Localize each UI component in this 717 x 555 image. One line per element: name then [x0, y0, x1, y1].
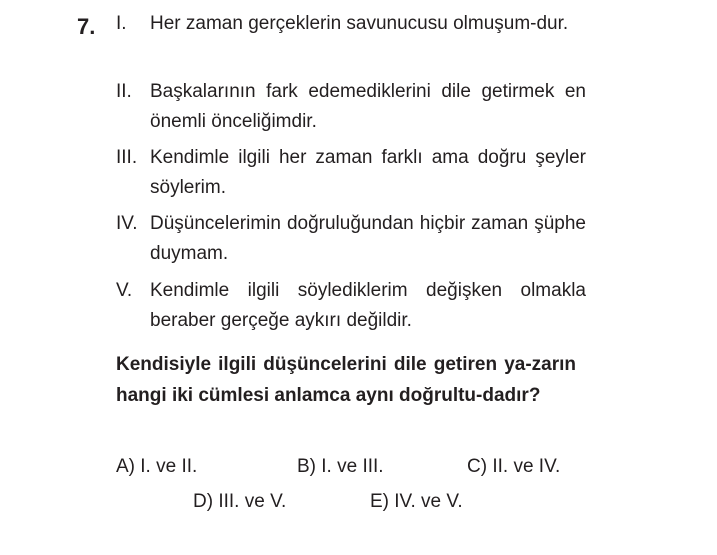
option-a[interactable]: A) I. ve II. [116, 456, 198, 477]
statement-numeral: II. [116, 81, 132, 102]
statement-text: Başkalarının fark edemediklerini dile getirmek en önemli önceliğimdir. [150, 81, 586, 132]
statement-text: Düşüncelerimin doğruluğundan hiçbir zaman şüphe duymam. [150, 213, 586, 264]
statement-numeral: IV. [116, 213, 138, 234]
option-d[interactable]: D) III. ve V. [193, 491, 287, 512]
statement-4 [116, 209, 586, 269]
option-c[interactable]: C) II. ve IV. [467, 456, 561, 477]
statement-text: Kendimle ilgili söylediklerim değişken olmakla beraber gerçeğe aykırı değildir. [150, 280, 586, 331]
statement-text: Kendimle ilgili her zaman farklı ama doğru şeyler söylerim. [150, 147, 586, 198]
statement-5 [116, 276, 586, 336]
question-number: 7. [77, 14, 96, 39]
statement-text: Her zaman gerçeklerin savunucusu olmuşum-dur. [150, 13, 569, 34]
statement-numeral: V. [116, 280, 133, 301]
option-e[interactable]: E) IV. ve V. [370, 491, 463, 512]
statement-2 [116, 77, 586, 137]
statement-3 [116, 143, 586, 203]
option-b[interactable]: B) I. ve III. [297, 456, 384, 477]
statement-numeral: III. [116, 147, 138, 168]
question-stem: Kendisiyle ilgili düşüncelerini dile getiren ya-zarın hangi iki cümlesi anlamca aynı doğrultu-dadır? [116, 354, 576, 406]
statement-numeral: I. [116, 13, 127, 34]
statement-1 [116, 9, 586, 39]
